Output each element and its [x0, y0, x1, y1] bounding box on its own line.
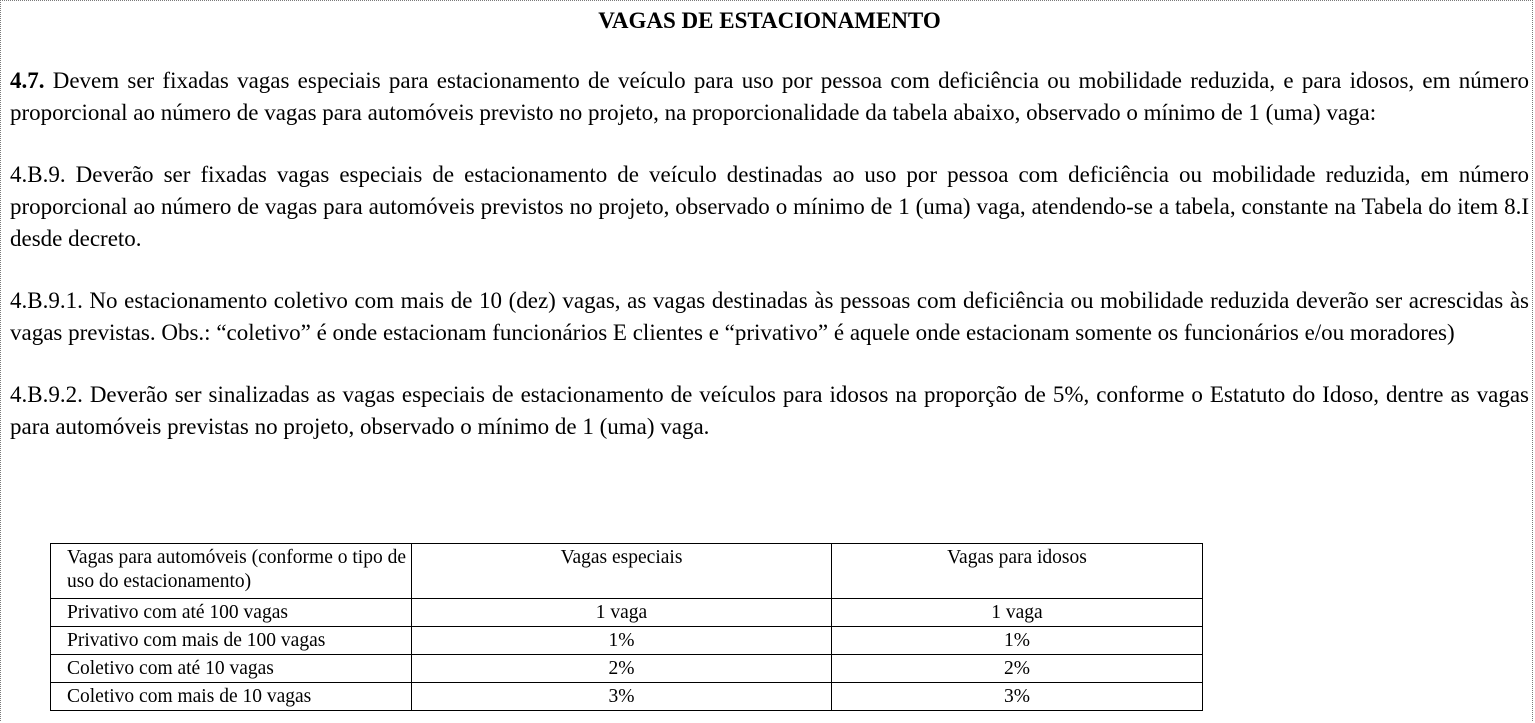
table-header-cell: Vagas especiais	[412, 544, 832, 599]
parking-table	[50, 543, 1203, 711]
table-header-cell: Vagas para idosos	[832, 544, 1203, 599]
table-header-row	[51, 544, 1203, 599]
table-row	[51, 599, 1203, 627]
paragraph-lead: 4.7.	[10, 68, 45, 93]
table-row	[51, 655, 1203, 683]
table-cell: Privativo com mais de 100 vagas	[51, 627, 412, 655]
paragraph-4-b-9-1: 4.B.9.1. No estacionamento coletivo com mais de 10 (dez) vagas, as vagas destinadas às pessoas com deficiência ou mobilidade reduzida deverão ser acrescidas às vagas previstas. Obs.: “coletivo” é onde estacionam funcionários E clientes e “privativo” é aquele onde estacionam somente os funcionários e/ou moradores)	[10, 288, 1529, 345]
document-title: VAGAS DE ESTACIONAMENTO	[598, 8, 941, 33]
table-cell: 2%	[412, 655, 832, 683]
paragraph-text: Devem ser fixadas vagas especiais para estacionamento de veículo para uso por pessoa com deficiência ou mobilidade reduzida, e para idosos, em número proporcional ao número de vagas para automóveis previsto no projeto, na proporcionalidade da tabela abaixo, observado o mínimo de 1 (uma) vaga:	[10, 68, 1529, 125]
table-row	[51, 683, 1203, 711]
table-cell: 3%	[832, 683, 1203, 711]
paragraph-4-b-9-2: 4.B.9.2. Deverão ser sinalizadas as vagas especiais de estacionamento de veículos para idosos na proporção de 5%, conforme o Estatuto do Idoso, dentre as vagas para automóveis previstas no projeto, observado o mínimo de 1 (uma) vaga.	[10, 382, 1529, 439]
table-row	[51, 627, 1203, 655]
table-cell: 1 vaga	[412, 599, 832, 627]
document-content	[10, 1, 1529, 443]
table-cell: 3%	[412, 683, 832, 711]
paragraph-4-7	[10, 65, 1529, 129]
table-cell: Privativo com até 100 vagas	[51, 599, 412, 627]
table-cell: 1%	[412, 627, 832, 655]
table-cell: 1%	[832, 627, 1203, 655]
table-cell: 1 vaga	[832, 599, 1203, 627]
paragraph-4-b-9: 4.B.9. Deverão ser fixadas vagas especiais de estacionamento de veículo destinadas ao uso por pessoa com deficiência ou mobilidade reduzida, em número proporcional ao número de vagas para automóveis previstos no projeto, observado o mínimo de 1 (uma) vaga, atendendo-se a tabela, constante na Tabela do item 8.I desde decreto.	[10, 162, 1529, 251]
table-cell: Coletivo com até 10 vagas	[51, 655, 412, 683]
table-header-cell: Vagas para automóveis (conforme o tipo de uso do estacionamento)	[51, 544, 412, 599]
table-cell: Coletivo com mais de 10 vagas	[51, 683, 412, 711]
table-cell: 2%	[832, 655, 1203, 683]
